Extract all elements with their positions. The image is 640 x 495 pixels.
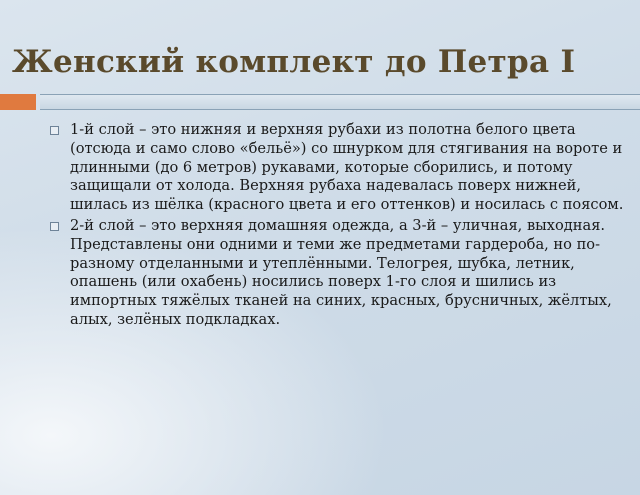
title-divider: [40, 94, 640, 110]
slide-title: Женский комплект до Петра I: [12, 44, 576, 80]
bullet-list: [50, 121, 640, 332]
list-item: [50, 217, 640, 330]
title-accent-bar: [0, 94, 36, 110]
square-bullet-icon: [50, 222, 59, 231]
bullet-text: 1-й слой – это нижняя и верхняя рубахи из полотна белого цвета (отсюда и само слово «бельё») со шнурком для стягивания на вороте и длинными (до 6 метров) рукавами, которые сборились, и потому защищали от холода. Верхняя рубаха надевалась поверх нижней, шилась из шёлка (красного цвета и его оттенков) и носилась с поясом.: [70, 121, 624, 214]
list-item: [50, 121, 640, 215]
square-bullet-icon: [50, 126, 59, 135]
bullet-text: 2-й слой – это верхняя домашняя одежда, а 3-й – уличная, выходная. Представлены они одними и теми же предметами гардероба, но по-разному отделанными и утеплёнными. Телогрея, шубка, летник, опашень (или охабень) носились поверх 1-го слоя и шились из импортных тяжёлых тканей на синих, красных, брусничных, жёлтых, алых, зелёных подкладках.: [70, 216, 612, 328]
